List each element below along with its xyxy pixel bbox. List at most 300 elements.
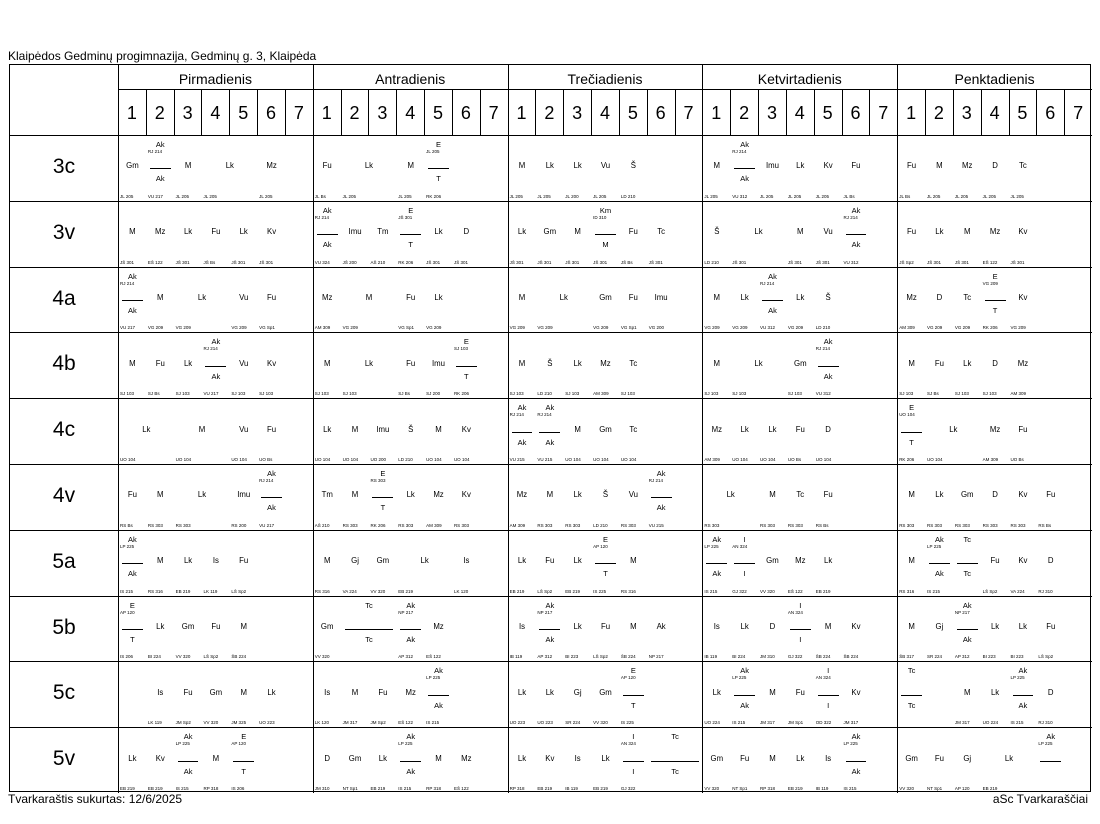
lesson-cell[interactable] bbox=[1010, 597, 1037, 662]
lesson-cell[interactable] bbox=[787, 531, 814, 596]
lesson-cell[interactable] bbox=[926, 333, 953, 398]
lesson-cell[interactable] bbox=[536, 136, 563, 201]
lesson-cell[interactable] bbox=[787, 465, 814, 530]
lesson-cell[interactable] bbox=[954, 662, 981, 727]
lesson-cell[interactable] bbox=[982, 531, 1009, 596]
lesson-cell[interactable] bbox=[982, 662, 1009, 727]
lesson-cell[interactable] bbox=[202, 531, 229, 596]
lesson-cell[interactable] bbox=[815, 399, 842, 464]
lesson-cell[interactable] bbox=[369, 662, 396, 727]
lesson-cell[interactable] bbox=[536, 465, 563, 530]
lesson-cell[interactable] bbox=[258, 136, 285, 201]
lesson-cell[interactable] bbox=[898, 136, 925, 201]
lesson-cell[interactable] bbox=[1037, 465, 1064, 530]
lesson-cell[interactable] bbox=[759, 136, 786, 201]
lesson-cell[interactable] bbox=[564, 728, 591, 793]
lesson-cell[interactable] bbox=[787, 597, 814, 662]
subject-code: Ak bbox=[406, 634, 416, 644]
lesson-cell[interactable] bbox=[147, 136, 174, 201]
lesson-cell[interactable] bbox=[147, 728, 174, 793]
lesson-cell[interactable] bbox=[147, 597, 174, 662]
lesson-cell[interactable] bbox=[369, 202, 396, 267]
subject-code: Ak bbox=[962, 634, 972, 644]
lesson-cell[interactable] bbox=[147, 662, 174, 727]
lesson-cell[interactable] bbox=[982, 333, 1009, 398]
lesson-cell[interactable] bbox=[648, 202, 675, 267]
lesson-cell[interactable] bbox=[453, 531, 480, 596]
lesson-cell[interactable] bbox=[314, 728, 341, 793]
lesson-cell[interactable] bbox=[1037, 662, 1064, 727]
lesson-cell[interactable] bbox=[1037, 728, 1064, 793]
lesson-cell[interactable] bbox=[397, 662, 424, 727]
lesson-cell[interactable] bbox=[564, 202, 591, 267]
lesson-cell[interactable] bbox=[592, 136, 619, 201]
lesson-cell[interactable] bbox=[258, 662, 285, 727]
lesson-cell[interactable] bbox=[342, 202, 369, 267]
lesson-cell[interactable] bbox=[592, 268, 619, 333]
subject-code: Imu bbox=[376, 424, 390, 434]
lesson-cell[interactable] bbox=[230, 399, 257, 464]
lesson-cell[interactable] bbox=[759, 465, 786, 530]
lesson-cell[interactable] bbox=[425, 728, 452, 793]
lesson-cell[interactable] bbox=[536, 268, 591, 333]
lesson-cell[interactable] bbox=[898, 399, 925, 464]
lesson-cell[interactable] bbox=[425, 597, 452, 662]
lesson-cell[interactable] bbox=[258, 399, 285, 464]
lesson-cell[interactable] bbox=[592, 333, 619, 398]
lesson-cell[interactable] bbox=[648, 268, 675, 333]
lesson-cell[interactable] bbox=[898, 531, 925, 596]
lesson-cell[interactable] bbox=[230, 662, 257, 727]
lesson-cell[interactable] bbox=[620, 465, 647, 530]
lesson-cell[interactable] bbox=[119, 268, 146, 333]
lesson-cell[interactable] bbox=[620, 597, 647, 662]
lesson-cell[interactable] bbox=[592, 465, 619, 530]
lesson-cell[interactable] bbox=[175, 531, 202, 596]
lesson-cell[interactable] bbox=[620, 136, 647, 201]
lesson-cell[interactable] bbox=[648, 465, 675, 530]
lesson-cell[interactable] bbox=[119, 531, 146, 596]
lesson-cell[interactable] bbox=[787, 728, 814, 793]
subject-code: E bbox=[463, 337, 469, 347]
lesson-cell[interactable] bbox=[314, 597, 341, 662]
lesson-cell[interactable] bbox=[731, 531, 758, 596]
lesson-cell[interactable] bbox=[620, 531, 647, 596]
lesson-cell[interactable] bbox=[1037, 531, 1064, 596]
lesson-cell[interactable] bbox=[509, 136, 536, 201]
lesson-cell[interactable] bbox=[509, 268, 536, 333]
lesson-cell[interactable] bbox=[1010, 399, 1037, 464]
lesson-cell[interactable] bbox=[314, 136, 341, 201]
lesson-cell[interactable] bbox=[425, 662, 452, 727]
lesson-cell[interactable] bbox=[759, 268, 786, 333]
lesson-cell[interactable] bbox=[536, 662, 563, 727]
lesson-cell[interactable] bbox=[425, 465, 452, 530]
lesson-cell[interactable] bbox=[314, 202, 341, 267]
lesson-cell[interactable] bbox=[202, 662, 229, 727]
lesson-cell[interactable] bbox=[202, 597, 229, 662]
lesson-cell[interactable] bbox=[954, 728, 981, 793]
lesson-cell[interactable] bbox=[843, 728, 870, 793]
lesson-cell[interactable] bbox=[982, 728, 1037, 793]
lesson-cell[interactable] bbox=[564, 662, 591, 727]
split-divider bbox=[901, 432, 922, 433]
lesson-cell[interactable] bbox=[147, 333, 174, 398]
lesson-cell[interactable] bbox=[703, 662, 730, 727]
lesson-cell[interactable] bbox=[397, 597, 424, 662]
lesson-cell[interactable] bbox=[175, 268, 230, 333]
lesson-cell[interactable] bbox=[202, 136, 257, 201]
lesson-cell[interactable] bbox=[258, 465, 285, 530]
lesson-cell[interactable] bbox=[230, 465, 257, 530]
lesson-cell[interactable] bbox=[1010, 465, 1037, 530]
subject-code: Kv bbox=[267, 358, 277, 368]
lesson-cell[interactable] bbox=[898, 662, 925, 727]
lesson-cell[interactable] bbox=[731, 202, 786, 267]
room-code: RS 303 bbox=[147, 522, 163, 528]
lesson-cell[interactable] bbox=[175, 465, 230, 530]
lesson-cell[interactable] bbox=[982, 399, 1009, 464]
lesson-cell[interactable] bbox=[175, 333, 202, 398]
lesson-cell[interactable] bbox=[342, 597, 397, 662]
lesson-cell[interactable] bbox=[369, 399, 396, 464]
lesson-cell[interactable] bbox=[843, 662, 870, 727]
lesson-cell[interactable] bbox=[230, 531, 257, 596]
lesson-cell[interactable] bbox=[982, 597, 1009, 662]
lesson-cell[interactable] bbox=[564, 136, 591, 201]
lesson-cell[interactable] bbox=[815, 136, 842, 201]
lesson-cell[interactable] bbox=[147, 268, 174, 333]
lesson-cell[interactable] bbox=[119, 465, 146, 530]
lesson-cell[interactable] bbox=[648, 728, 703, 793]
split-divider bbox=[150, 168, 171, 169]
lesson-cell[interactable] bbox=[954, 136, 981, 201]
lesson-cell[interactable] bbox=[592, 202, 619, 267]
day-header: Penktadienis bbox=[954, 71, 1035, 87]
lesson-cell[interactable] bbox=[898, 728, 925, 793]
lesson-cell[interactable] bbox=[731, 136, 758, 201]
subject-code: Imu bbox=[348, 227, 362, 237]
lesson-cell[interactable] bbox=[703, 333, 730, 398]
lesson-cell[interactable] bbox=[1010, 202, 1037, 267]
lesson-cell[interactable] bbox=[926, 728, 953, 793]
lesson-cell[interactable] bbox=[147, 202, 174, 267]
lesson-cell[interactable] bbox=[787, 333, 814, 398]
lesson-cell[interactable] bbox=[425, 136, 452, 201]
lesson-cell[interactable] bbox=[564, 531, 591, 596]
lesson-cell[interactable] bbox=[202, 202, 229, 267]
lesson-cell[interactable] bbox=[397, 399, 424, 464]
room-code: RJ 214 bbox=[147, 149, 163, 154]
lesson-cell[interactable] bbox=[175, 202, 202, 267]
lesson-cell[interactable] bbox=[425, 333, 452, 398]
lesson-cell[interactable] bbox=[703, 597, 730, 662]
lesson-cell[interactable] bbox=[1037, 597, 1064, 662]
lesson-cell[interactable] bbox=[815, 662, 842, 727]
lesson-cell[interactable] bbox=[397, 531, 452, 596]
lesson-cell[interactable] bbox=[564, 399, 591, 464]
lesson-cell[interactable] bbox=[731, 662, 758, 727]
lesson-cell[interactable] bbox=[982, 202, 1009, 267]
lesson-cell[interactable] bbox=[592, 399, 619, 464]
lesson-cell[interactable] bbox=[926, 597, 953, 662]
lesson-cell[interactable] bbox=[620, 268, 647, 333]
lesson-cell[interactable] bbox=[314, 333, 341, 398]
room-code: AP 312 bbox=[398, 654, 413, 660]
subject-code: Fu bbox=[1046, 621, 1056, 631]
subject-code: Lk bbox=[1018, 621, 1028, 631]
room-code: NP 217 bbox=[537, 609, 553, 615]
lesson-cell[interactable] bbox=[592, 662, 619, 727]
lesson-cell[interactable] bbox=[397, 136, 424, 201]
lesson-cell[interactable] bbox=[175, 662, 202, 727]
lesson-cell[interactable] bbox=[620, 202, 647, 267]
lesson-cell[interactable] bbox=[703, 465, 758, 530]
subject-code: Lk bbox=[754, 358, 763, 368]
lesson-cell[interactable] bbox=[731, 597, 758, 662]
lesson-cell[interactable] bbox=[898, 465, 925, 530]
lesson-cell[interactable] bbox=[815, 597, 842, 662]
lesson-cell[interactable] bbox=[1010, 531, 1037, 596]
lesson-cell[interactable] bbox=[230, 268, 257, 333]
lesson-cell[interactable] bbox=[314, 531, 341, 596]
lesson-cell[interactable] bbox=[342, 136, 397, 201]
lesson-cell[interactable] bbox=[787, 268, 814, 333]
lesson-cell[interactable] bbox=[815, 465, 842, 530]
lesson-cell[interactable] bbox=[369, 465, 396, 530]
lesson-cell[interactable] bbox=[397, 333, 424, 398]
lesson-cell[interactable] bbox=[620, 399, 647, 464]
lesson-cell[interactable] bbox=[342, 531, 369, 596]
subject-code: Lk bbox=[420, 556, 429, 566]
lesson-cell[interactable] bbox=[564, 597, 591, 662]
subject-code: Vu bbox=[239, 292, 249, 302]
lesson-cell[interactable] bbox=[536, 531, 563, 596]
lesson-cell[interactable] bbox=[843, 202, 870, 267]
lesson-cell[interactable] bbox=[509, 531, 536, 596]
lesson-cell[interactable] bbox=[509, 728, 536, 793]
lesson-cell[interactable] bbox=[536, 399, 563, 464]
subject-code: I bbox=[799, 634, 802, 644]
room-code: JŠ 301 bbox=[426, 259, 441, 265]
lesson-cell[interactable] bbox=[119, 136, 146, 201]
room-code: VV 320 bbox=[704, 785, 720, 791]
lesson-cell[interactable] bbox=[843, 597, 870, 662]
lesson-cell[interactable] bbox=[119, 399, 174, 464]
lesson-cell[interactable] bbox=[954, 531, 981, 596]
lesson-cell[interactable] bbox=[425, 399, 452, 464]
lesson-cell[interactable] bbox=[147, 465, 174, 530]
lesson-cell[interactable] bbox=[147, 531, 174, 596]
lesson-cell[interactable] bbox=[509, 333, 536, 398]
lesson-cell[interactable] bbox=[620, 333, 647, 398]
lesson-cell[interactable] bbox=[703, 268, 730, 333]
lesson-cell[interactable] bbox=[759, 728, 786, 793]
lesson-cell[interactable] bbox=[926, 531, 953, 596]
room-code: SJ 103 bbox=[787, 391, 802, 397]
lesson-cell[interactable] bbox=[342, 728, 369, 793]
lesson-cell[interactable] bbox=[509, 399, 536, 464]
lesson-cell[interactable] bbox=[397, 268, 424, 333]
lesson-cell[interactable] bbox=[314, 662, 341, 727]
lesson-cell[interactable] bbox=[230, 202, 257, 267]
lesson-cell[interactable] bbox=[787, 662, 814, 727]
lesson-cell[interactable] bbox=[119, 597, 146, 662]
lesson-cell[interactable] bbox=[453, 333, 480, 398]
lesson-cell[interactable] bbox=[1010, 662, 1037, 727]
lesson-cell[interactable] bbox=[564, 465, 591, 530]
subject-code: Mz bbox=[322, 292, 333, 302]
lesson-cell[interactable] bbox=[703, 202, 730, 267]
lesson-cell[interactable] bbox=[342, 465, 369, 530]
lesson-cell[interactable] bbox=[759, 662, 786, 727]
lesson-cell[interactable] bbox=[898, 597, 925, 662]
lesson-cell[interactable] bbox=[898, 202, 925, 267]
lesson-cell[interactable] bbox=[620, 662, 647, 727]
lesson-cell[interactable] bbox=[731, 728, 758, 793]
lesson-cell[interactable] bbox=[175, 597, 202, 662]
lesson-cell[interactable] bbox=[815, 728, 842, 793]
lesson-cell[interactable] bbox=[509, 202, 536, 267]
lesson-cell[interactable] bbox=[815, 202, 842, 267]
lesson-cell[interactable] bbox=[230, 728, 257, 793]
lesson-cell[interactable] bbox=[843, 136, 870, 201]
room-code: UO 104 bbox=[732, 456, 748, 462]
room-code: ŠB 317 bbox=[899, 654, 914, 660]
lesson-cell[interactable] bbox=[926, 202, 953, 267]
lesson-cell[interactable] bbox=[982, 136, 1009, 201]
lesson-cell[interactable] bbox=[926, 399, 981, 464]
lesson-cell[interactable] bbox=[369, 728, 396, 793]
lesson-cell[interactable] bbox=[536, 728, 563, 793]
lesson-cell[interactable] bbox=[815, 333, 842, 398]
lesson-cell[interactable] bbox=[258, 268, 285, 333]
lesson-cell[interactable] bbox=[314, 465, 341, 530]
lesson-cell[interactable] bbox=[509, 465, 536, 530]
room-code: JŠ 301 bbox=[732, 259, 747, 265]
lesson-cell[interactable] bbox=[759, 531, 786, 596]
lesson-cell[interactable] bbox=[425, 268, 452, 333]
subject-code: Lk bbox=[796, 292, 805, 302]
lesson-cell[interactable] bbox=[926, 268, 953, 333]
lesson-cell[interactable] bbox=[258, 202, 285, 267]
period-number: 7 bbox=[488, 103, 499, 123]
lesson-cell[interactable] bbox=[1010, 136, 1037, 201]
split-divider bbox=[1013, 695, 1034, 696]
subject-code: Imu bbox=[237, 490, 251, 500]
lesson-cell[interactable] bbox=[175, 399, 230, 464]
lesson-cell[interactable] bbox=[453, 399, 480, 464]
lesson-cell[interactable] bbox=[759, 597, 786, 662]
lesson-cell[interactable] bbox=[592, 728, 619, 793]
lesson-cell[interactable] bbox=[815, 531, 842, 596]
lesson-cell[interactable] bbox=[898, 333, 925, 398]
subject-code: M bbox=[407, 161, 414, 171]
room-code: JM 310 bbox=[314, 785, 330, 791]
lesson-cell[interactable] bbox=[982, 268, 1009, 333]
lesson-cell[interactable] bbox=[425, 202, 452, 267]
lesson-cell[interactable] bbox=[119, 202, 146, 267]
lesson-cell[interactable] bbox=[342, 333, 397, 398]
lesson-cell[interactable] bbox=[536, 202, 563, 267]
lesson-cell[interactable] bbox=[703, 728, 730, 793]
lesson-cell[interactable] bbox=[397, 465, 424, 530]
lesson-cell[interactable] bbox=[314, 399, 341, 464]
lesson-cell[interactable] bbox=[1010, 333, 1037, 398]
subject-code: Kv bbox=[851, 621, 861, 631]
lesson-cell[interactable] bbox=[620, 728, 647, 793]
lesson-cell[interactable] bbox=[202, 728, 229, 793]
lesson-cell[interactable] bbox=[815, 268, 842, 333]
lesson-cell[interactable] bbox=[954, 202, 981, 267]
subject-code: Ak bbox=[851, 240, 861, 250]
lesson-cell[interactable] bbox=[787, 399, 814, 464]
room-code: EŠ 122 bbox=[426, 654, 441, 660]
subject-code: D bbox=[463, 227, 470, 237]
lesson-cell[interactable] bbox=[453, 202, 480, 267]
lesson-cell[interactable] bbox=[453, 465, 480, 530]
lesson-cell[interactable] bbox=[954, 597, 981, 662]
lesson-cell[interactable] bbox=[536, 333, 563, 398]
lesson-cell[interactable] bbox=[258, 333, 285, 398]
lesson-cell[interactable] bbox=[536, 597, 563, 662]
lesson-cell[interactable] bbox=[759, 399, 786, 464]
lesson-cell[interactable] bbox=[926, 136, 953, 201]
lesson-cell[interactable] bbox=[954, 268, 981, 333]
lesson-cell[interactable] bbox=[926, 465, 953, 530]
lesson-cell[interactable] bbox=[230, 333, 257, 398]
lesson-cell[interactable] bbox=[592, 597, 619, 662]
lesson-cell[interactable] bbox=[564, 333, 591, 398]
lesson-cell[interactable] bbox=[592, 531, 619, 596]
lesson-cell[interactable] bbox=[787, 202, 814, 267]
lesson-cell[interactable] bbox=[509, 662, 536, 727]
lesson-cell[interactable] bbox=[369, 531, 396, 596]
lesson-cell[interactable] bbox=[954, 465, 981, 530]
room-code: RS 303 bbox=[398, 522, 414, 528]
lesson-cell[interactable] bbox=[230, 597, 257, 662]
lesson-cell[interactable] bbox=[119, 728, 146, 793]
lesson-cell[interactable] bbox=[703, 399, 730, 464]
room-code: EB 219 bbox=[175, 588, 191, 594]
lesson-cell[interactable] bbox=[175, 728, 202, 793]
lesson-cell[interactable] bbox=[397, 728, 424, 793]
lesson-cell[interactable] bbox=[342, 662, 369, 727]
room-code: ŠB 224 bbox=[843, 654, 859, 660]
lesson-cell[interactable] bbox=[787, 136, 814, 201]
lesson-cell[interactable] bbox=[703, 136, 730, 201]
lesson-cell[interactable] bbox=[342, 399, 369, 464]
lesson-cell[interactable] bbox=[1010, 268, 1037, 333]
lesson-cell[interactable] bbox=[509, 597, 536, 662]
lesson-cell[interactable] bbox=[982, 465, 1009, 530]
lesson-cell[interactable] bbox=[731, 333, 786, 398]
lesson-cell[interactable] bbox=[314, 268, 341, 333]
lesson-cell[interactable] bbox=[703, 531, 730, 596]
lesson-cell[interactable] bbox=[954, 333, 981, 398]
lesson-cell[interactable] bbox=[898, 268, 925, 333]
lesson-cell[interactable] bbox=[175, 136, 202, 201]
lesson-cell[interactable] bbox=[342, 268, 397, 333]
lesson-cell[interactable] bbox=[119, 333, 146, 398]
lesson-cell[interactable] bbox=[731, 399, 758, 464]
lesson-cell[interactable] bbox=[731, 268, 758, 333]
lesson-cell[interactable] bbox=[648, 597, 675, 662]
lesson-cell[interactable] bbox=[453, 728, 480, 793]
lesson-cell[interactable] bbox=[397, 202, 424, 267]
lesson-cell[interactable] bbox=[202, 333, 229, 398]
subject-code: E bbox=[408, 205, 414, 215]
